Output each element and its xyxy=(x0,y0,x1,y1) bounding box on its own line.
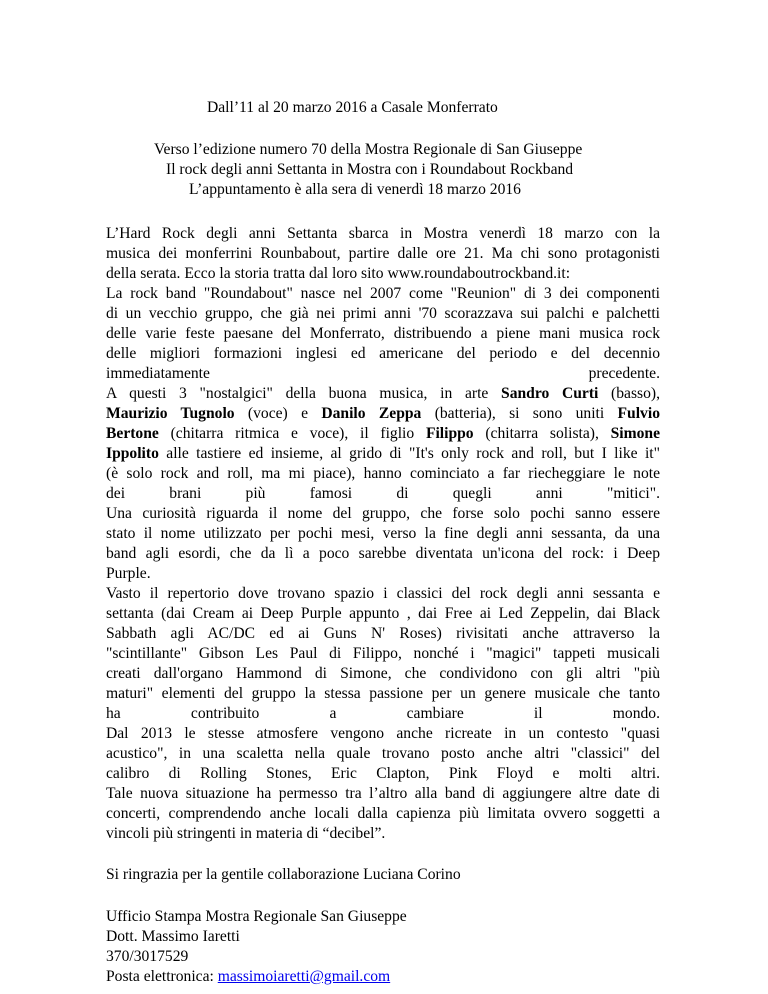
subtitle-1: Verso l’edizione numero 70 della Mostra Regionale di San Giuseppe xyxy=(154,141,583,158)
body-line: Dal 2013 le stesse atmosfere vengono anche ricreate in un contesto "quasi xyxy=(106,725,660,742)
body-line: vincoli più stringenti in materia di “decibel”. xyxy=(106,825,386,842)
subtitle-2: Il rock degli anni Settanta in Mostra con i Roundabout Rockband xyxy=(166,161,574,178)
thanks-line: Si ringrazia per la gentile collaborazione Luciana Corino xyxy=(106,866,461,883)
contact-name: Dott. Massimo Iaretti xyxy=(106,928,240,945)
musician-name: Sandro Curti xyxy=(501,385,599,402)
musician-name: Simone xyxy=(610,425,660,442)
body-line: musica dei monferrini Rounbabout, partire dalle ore 21. Ma chi sono protagonisti xyxy=(106,245,660,262)
body-text: (basso), xyxy=(598,385,660,402)
body-line: acustico", in una scaletta nella quale trovano posto anche altri "classici" del xyxy=(106,745,660,762)
body-line: settanta (dai Cream ai Deep Purple appunto , dai Free ai Led Zeppelin, dai Black xyxy=(106,605,660,622)
body-line xyxy=(106,364,660,384)
body-text: (batteria), si sono uniti xyxy=(421,405,618,422)
body-line: calibro di Rolling Stones, Eric Clapton, Pink Floyd e molti altri. xyxy=(106,765,660,782)
musician-name: Fulvio xyxy=(617,405,660,422)
body-line xyxy=(106,424,660,444)
body-line: band agli esordi, che da lì a poco sarebbe diventata un'icona del rock: i Deep xyxy=(106,545,660,562)
date-line: Dall’11 al 20 marzo 2016 a Casale Monferrato xyxy=(207,99,498,116)
body-line: concerti, comprendendo anche locali dalla capienza più limitata ovvero soggetti a xyxy=(106,805,660,822)
body-text: (chitarra solista), xyxy=(473,425,611,442)
body-text: precedente. xyxy=(588,365,660,382)
body-line: Purple. xyxy=(106,565,151,582)
body-line: delle varie feste paesane del Monferrato, distribuendo a piene mani musica rock xyxy=(106,325,660,342)
body-line: L’Hard Rock degli anni Settanta sbarca in Mostra venerdì 18 marzo con la xyxy=(106,225,660,242)
body-line: ha contribuito a cambiare il mondo. xyxy=(106,705,660,722)
body-text: (chitarra ritmica e voce), il figlio xyxy=(158,425,426,442)
body-line: (è solo rock and roll, ma mi piace), hanno cominciato a far riecheggiare le note xyxy=(106,465,660,482)
body-line: stato il nome utilizzato per pochi mesi, verso la fine degli anni sessanta, da una xyxy=(106,525,660,542)
body-line: Vasto il repertorio dove trovano spazio i classici del rock degli anni sessanta e xyxy=(106,585,660,602)
contact-email-line xyxy=(106,967,390,987)
body-line: Sabbath agli AC/DC ed ai Guns N' Roses) rivisitati anche attraverso la xyxy=(106,625,660,642)
body-line: di un vecchio gruppo, che già nei primi anni '70 scorazzava sui palchi e palchetti xyxy=(106,305,660,322)
email-link[interactable]: massimoiaretti@gmail.com xyxy=(217,968,391,985)
body-line: Una curiosità riguarda il nome del gruppo, che forse solo pochi sanno essere xyxy=(106,505,660,522)
contact-phone: 370/3017529 xyxy=(106,948,189,965)
body-line: Tale nuova situazione ha permesso tra l’altro alla band di aggiungere altre date di xyxy=(106,785,660,802)
musician-name: Danilo Zeppa xyxy=(321,405,422,422)
subtitle-3: L’appuntamento è alla sera di venerdì 18 marzo 2016 xyxy=(189,181,521,198)
body-line: "scintillante" Gibson Les Paul di Filippo, nonché i "magici" tappeti musicali xyxy=(106,645,660,662)
body-line: dei brani più famosi di quegli anni "mitici". xyxy=(106,485,660,502)
body-text: immediatamente xyxy=(106,365,210,382)
body-line xyxy=(106,444,660,464)
body-text: (voce) e xyxy=(234,405,322,422)
musician-name: Filippo xyxy=(425,425,474,442)
body-line: La rock band "Roundabout" nasce nel 2007 come "Reunion" di 3 dei componenti xyxy=(106,285,660,302)
body-line: maturi" elementi del gruppo la stessa passione per un genere musicale che tanto xyxy=(106,685,660,702)
body-line: della serata. Ecco la storia tratta dal loro sito www.roundaboutrockband.it: xyxy=(106,265,571,282)
body-line: creati dall'organo Hammond di Simone, che condividono con gli altri "più xyxy=(106,665,660,682)
musician-name: Bertone xyxy=(106,425,159,442)
press-office: Ufficio Stampa Mostra Regionale San Giuseppe xyxy=(106,908,407,925)
musician-name: Ippolito xyxy=(106,445,159,462)
body-line xyxy=(106,404,660,424)
musician-name: Maurizio Tugnolo xyxy=(106,405,235,422)
body-text: A questi 3 "nostalgici" della buona musica, in arte xyxy=(106,385,502,402)
email-label: Posta elettronica: xyxy=(106,968,218,985)
body-text: alle tastiere ed insieme, al grido di "It's only rock and roll, but I like it" xyxy=(158,445,660,462)
body-line xyxy=(106,384,660,404)
body-line: delle migliori formazioni inglesi ed americane del periodo e del decennio xyxy=(106,345,660,362)
